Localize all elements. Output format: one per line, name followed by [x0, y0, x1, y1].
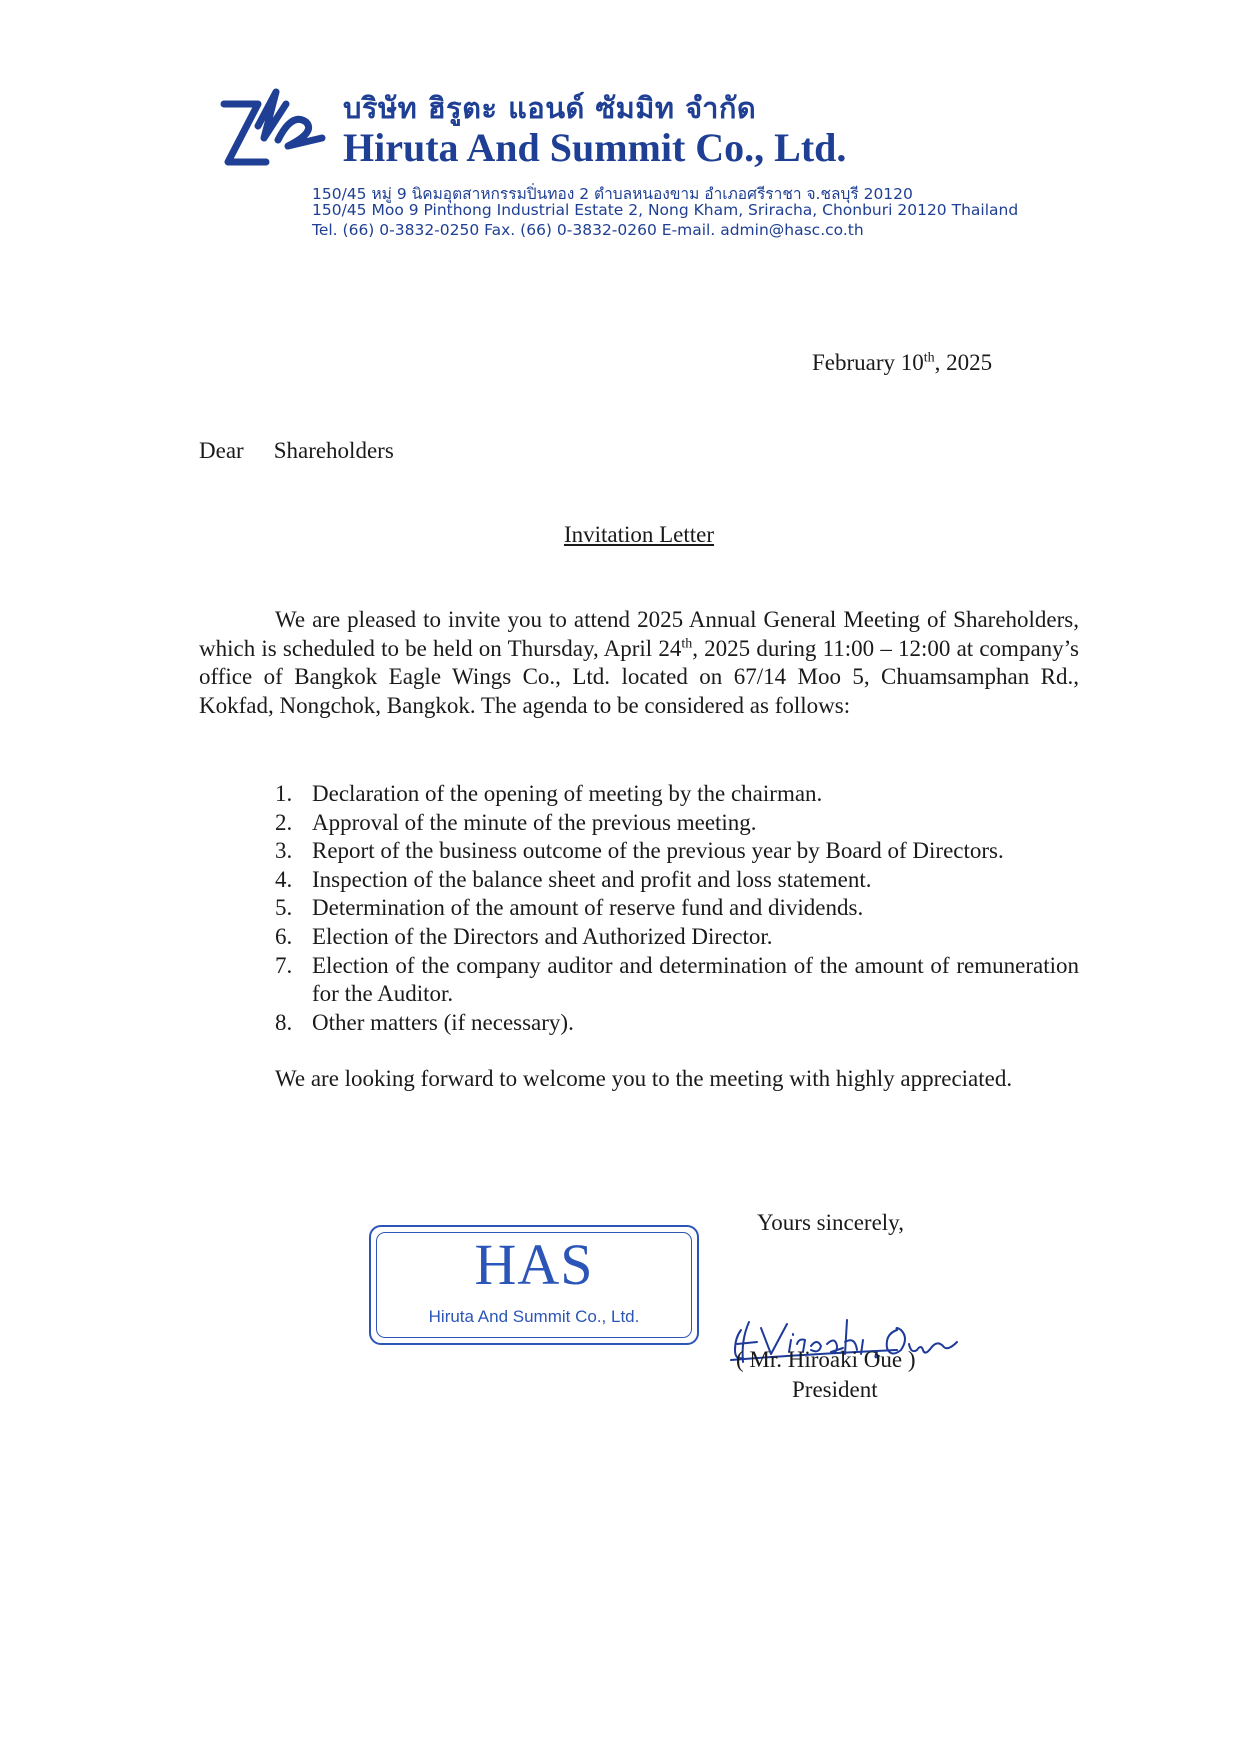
company-logo [218, 82, 326, 168]
agenda-item: 5. Determination of the amount of reserve fund and dividends. [275, 895, 864, 921]
contact-line: Tel. (66) 0-3832-0250 Fax. (66) 0-3832-0260 E-mail. admin@hasc.co.th [312, 221, 864, 239]
agenda-item: 3. Report of the business outcome of the previous year by Board of Directors. [275, 838, 1004, 864]
stamp-company-name: Hiruta And Summit Co., Ltd. [428, 1307, 640, 1326]
letter-date: February 10th, 2025 [812, 350, 993, 375]
signer-title: President [792, 1377, 878, 1402]
company-name-english: Hiruta And Summit Co., Ltd. [343, 125, 847, 170]
sign-off: Yours sincerely, [757, 1210, 904, 1235]
agenda-item: 6. Election of the Directors and Authorized Director. [275, 923, 773, 949]
agenda-item: 4. Inspection of the balance sheet and profit and loss statement. [275, 866, 872, 892]
salutation: Dear Shareholders [199, 438, 394, 463]
intro-paragraph: We are pleased to invite you to attend 2025 Annual General Meeting of Shareholders, which is scheduled to be held on Thursday, April 24th, 2025 during 11:00 – 12:00 at company’s office of Bangkok Eagle Wings Co., Ltd. located on 67/14 Moo 5, Chuamsamphan Rd., Kokfad, Nongchok, Bangkok. The agenda to be considered as follows: [199, 607, 1080, 719]
signer-name: ( Mr. Hiroaki Oue ) [736, 1347, 916, 1372]
agenda-item: 7. Election of the company auditor and determination of the amount of remuneration for the Auditor. [275, 952, 1079, 1007]
letter-subject: Invitation Letter [563, 522, 715, 547]
address-thai: 150/45 หมู่ 9 นิคมอุตสาหกรรมปิ่นทอง 2 ตำบลหนองขาม อำเภอศรีราชา จ.ชลบุรี 20120 [312, 185, 913, 203]
agenda-item: 1. Declaration of the opening of meeting by the chairman. [275, 781, 823, 806]
company-stamp [369, 1225, 699, 1345]
stamp-logo-text: HAS [474, 1232, 594, 1297]
agenda-list [275, 780, 1079, 1037]
company-name-thai: บริษัท ฮิรูตะ แอนด์ ซัมมิท จำกัด [343, 91, 757, 125]
closing-line: We are looking forward to welcome you to the meeting with highly appreciated. [275, 1066, 1013, 1091]
agenda-item: 2. Approval of the minute of the previous meeting. [275, 809, 757, 835]
address-english: 150/45 Moo 9 Pinthong Industrial Estate 2, Nong Kham, Sriracha, Chonburi 20120 Thailand [312, 201, 1019, 219]
agenda-item: 8. Other matters (if necessary). [275, 1009, 574, 1035]
